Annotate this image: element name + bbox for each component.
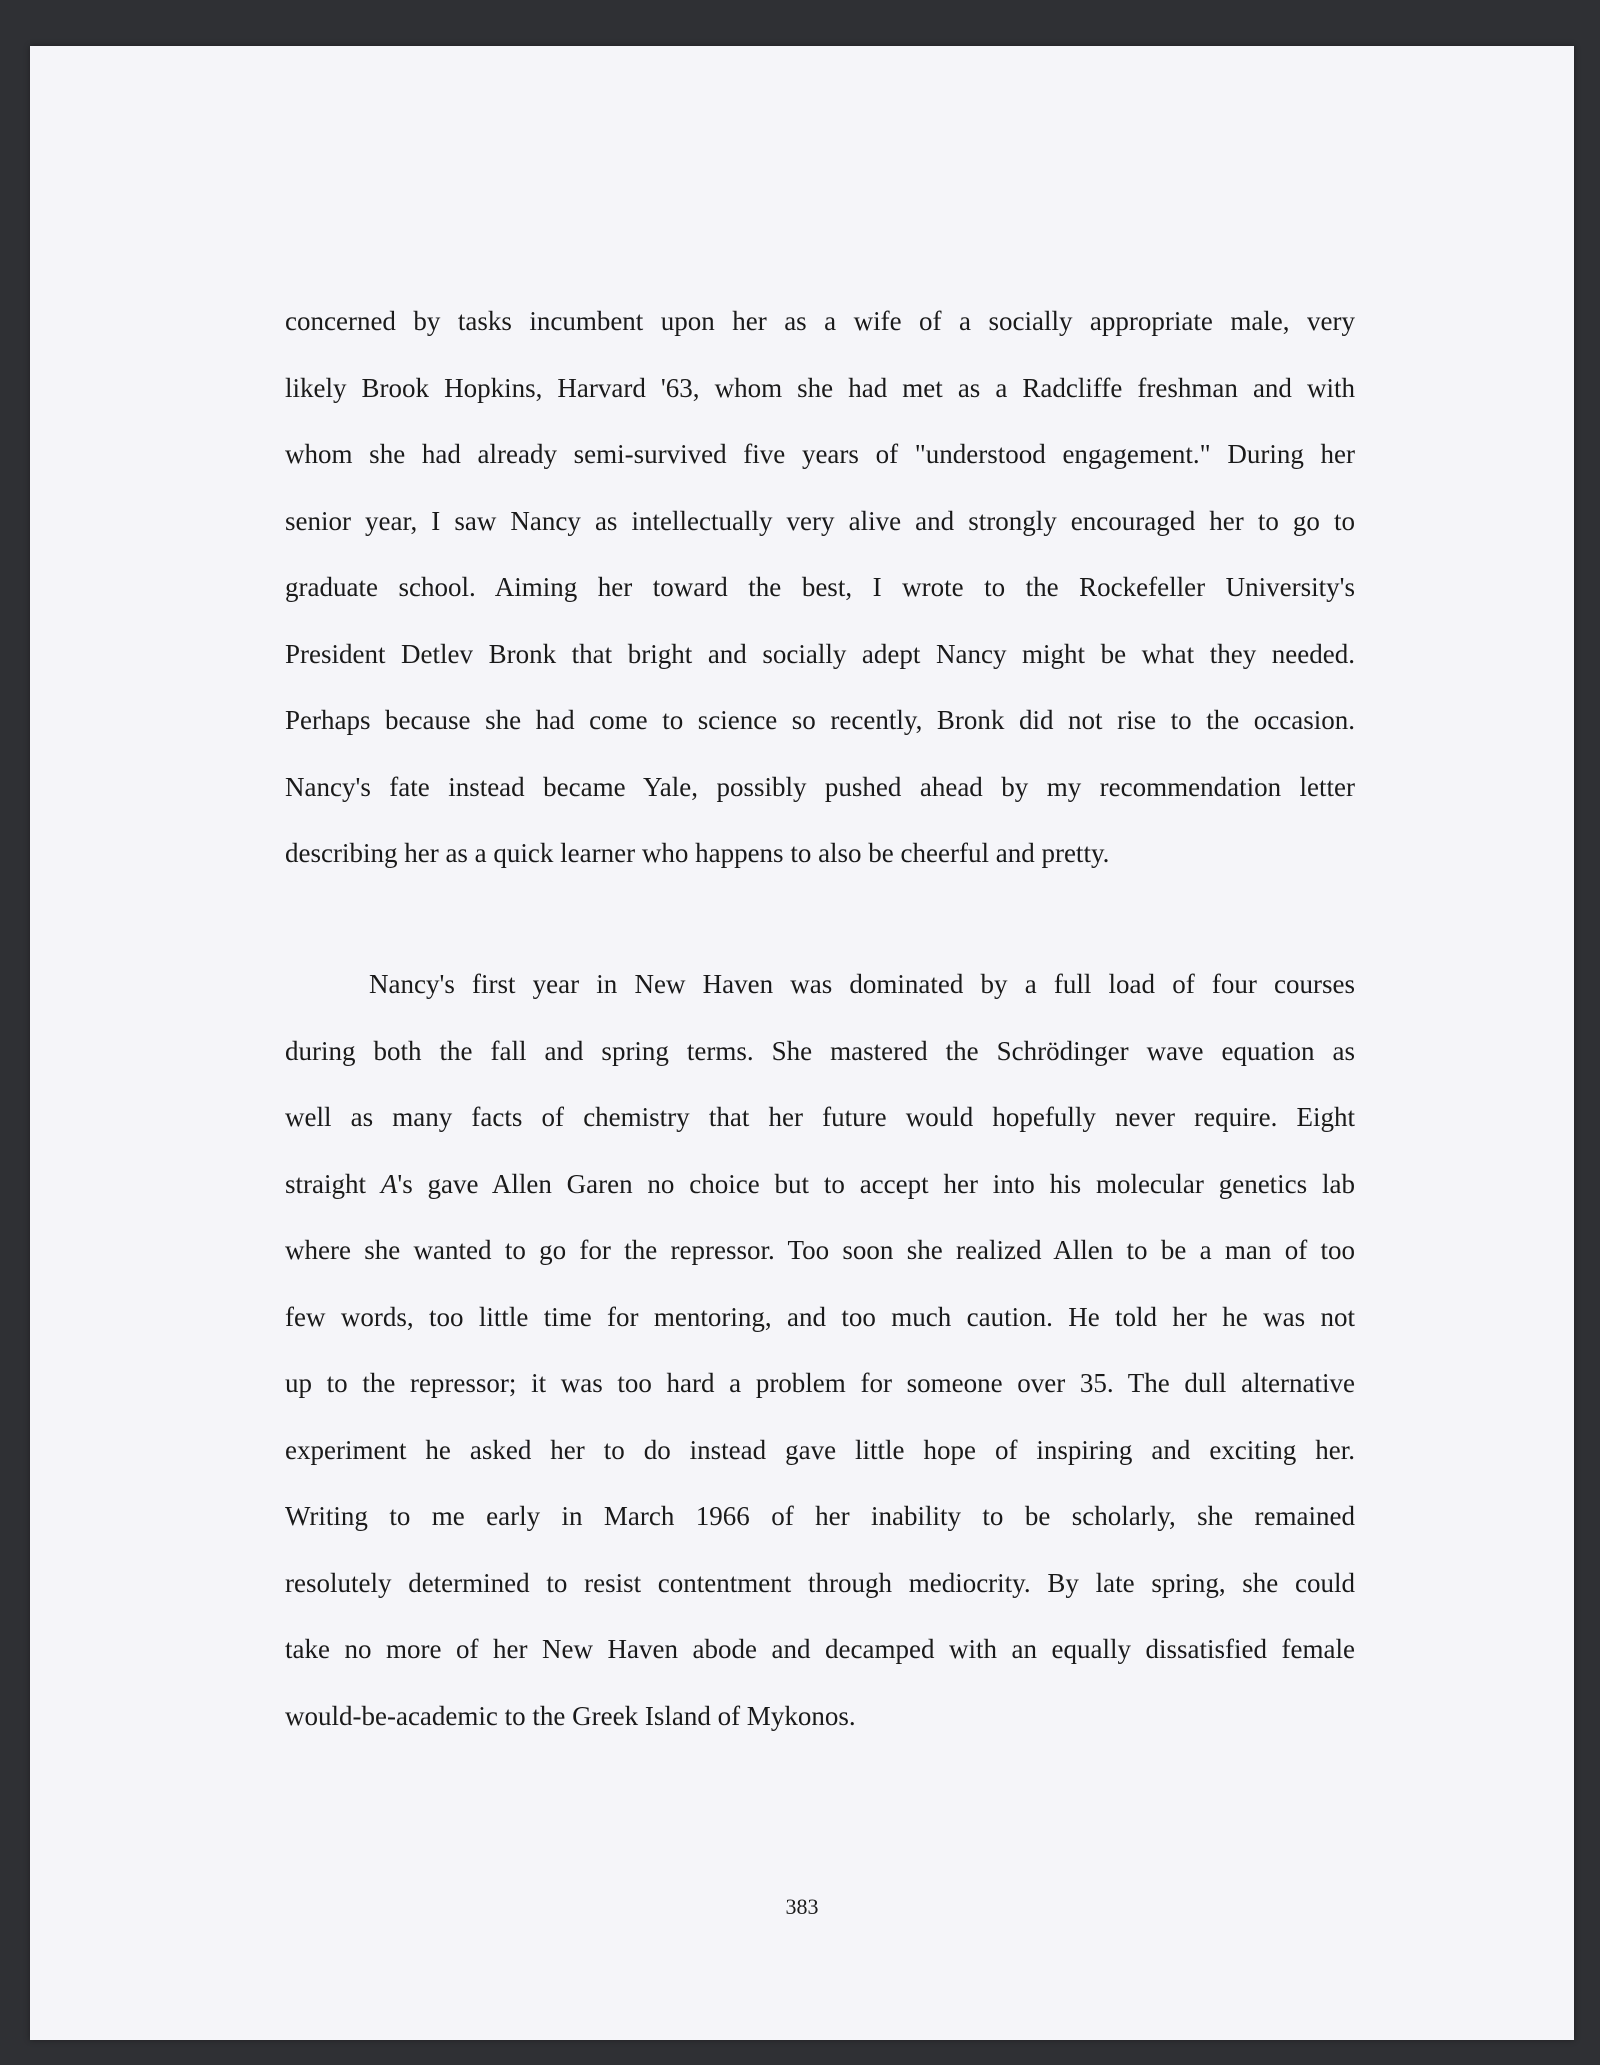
paragraph-2-line: Writing to me early in March 1966 of her inability to be scholarly, she remained	[285, 1501, 1355, 1531]
paragraph-2-line: where she wanted to go for the repressor. Too soon she realized Allen to be a man of too	[285, 1235, 1355, 1265]
paragraph-2-line: up to the repressor; it was too hard a problem for someone over 35. The dull alternative	[285, 1368, 1355, 1398]
paragraph-1-line: concerned by tasks incumbent upon her as a wife of a socially appropriate male, very	[285, 306, 1355, 336]
paragraph-2-line-with-italic	[285, 1151, 1355, 1218]
paragraph-2-line-text: Nancy's first year in New Haven was dominated by a full load of four courses	[369, 969, 1355, 999]
paragraph-1-line: President Detlev Bronk that bright and socially adept Nancy might be what they needed.	[285, 638, 1355, 669]
paragraph-2-first-line	[285, 951, 1355, 1018]
paragraph-1-line: Nancy's fate instead became Yale, possibly pushed ahead by my recommendation letter	[285, 771, 1355, 802]
paragraph-1	[285, 288, 1355, 887]
italic-grade-a: A	[380, 1168, 398, 1199]
line-text-before: straight	[285, 1168, 381, 1199]
paragraph-1-line: Perhaps because she had come to science so recently, Bronk did not rise to the occasion.	[285, 705, 1355, 735]
paragraph-2-line: few words, too little time for mentoring, and too much caution. He told her he was not	[285, 1301, 1355, 1332]
paragraph-2-line: during both the fall and spring terms. She mastered the Schrödinger wave equation as	[285, 1035, 1355, 1066]
document-page	[30, 46, 1574, 2040]
paragraph-2-line: experiment he asked her to do instead gave little hope of inspiring and exciting her.	[285, 1434, 1355, 1465]
paragraph-2-line: take no more of her New Haven abode and decamped with an equally dissatisfied female	[285, 1634, 1355, 1664]
paragraph-1-line: senior year, I saw Nancy as intellectually very alive and strongly encouraged her to go to	[285, 505, 1355, 536]
paragraph-2	[285, 951, 1355, 1749]
page-number: 383	[785, 1894, 819, 1919]
paragraph-2-line: resolutely determined to resist contentment through mediocrity. By late spring, she could	[285, 1567, 1355, 1598]
paragraph-1-line: likely Brook Hopkins, Harvard '63, whom she had met as a Radcliffe freshman and with	[285, 372, 1355, 403]
paragraph-2-line: would-be-academic to the Greek Island of Mykonos.	[285, 1700, 856, 1731]
line-text-after: 's gave Allen Garen no choice but to accept her into his molecular genetics lab	[397, 1168, 1355, 1199]
paragraph-2-line: well as many facts of chemistry that her future would hopefully never require. Eight	[285, 1102, 1355, 1132]
paragraph-1-line: describing her as a quick learner who happens to also be cheerful and pretty.	[285, 838, 1110, 868]
paragraph-1-line: graduate school. Aiming her toward the best, I wrote to the Rockefeller University's	[285, 572, 1355, 602]
paragraph-1-line: whom she had already semi-survived five years of "understood engagement." During her	[285, 439, 1355, 469]
